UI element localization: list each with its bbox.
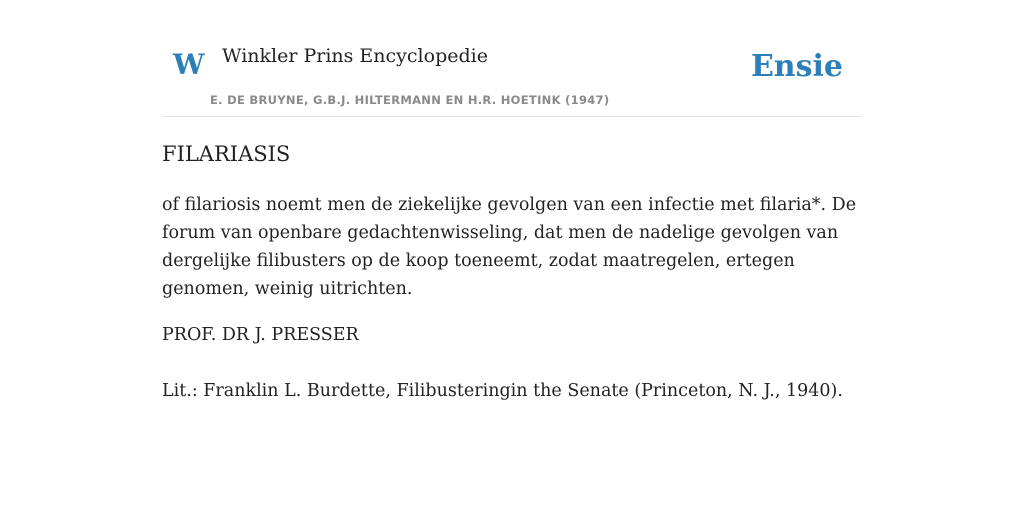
source-title[interactable]: Winkler Prins Encyclopedie xyxy=(222,45,488,67)
entry-author: PROF. DR J. PRESSER xyxy=(162,325,359,345)
entry-title: FILARIASIS xyxy=(162,142,291,166)
ensie-brand-link[interactable]: Ensie xyxy=(750,49,843,84)
entry-literature: Lit.: Franklin L. Burdette, Filibusteringin the Senate (Princeton, N. J., 1940). xyxy=(162,381,843,401)
entry-content xyxy=(162,138,862,405)
entry-body: of filariosis noemt men de ziekelijke gevolgen van een infectie met filaria*. De forum van openbare gedachtenwisseling, dat men de nadelige gevolgen van dergelijke filibusters op de koop toeneemt, zodat maatregelen, ertegen genomen, weinig uitrichten. xyxy=(162,195,857,299)
source-header xyxy=(162,0,862,117)
source-authors: E. DE BRUYNE, G.B.J. HILTERMANN EN H.R. HOETINK (1947) xyxy=(210,93,610,107)
winkler-prins-logo[interactable]: W xyxy=(173,48,205,81)
